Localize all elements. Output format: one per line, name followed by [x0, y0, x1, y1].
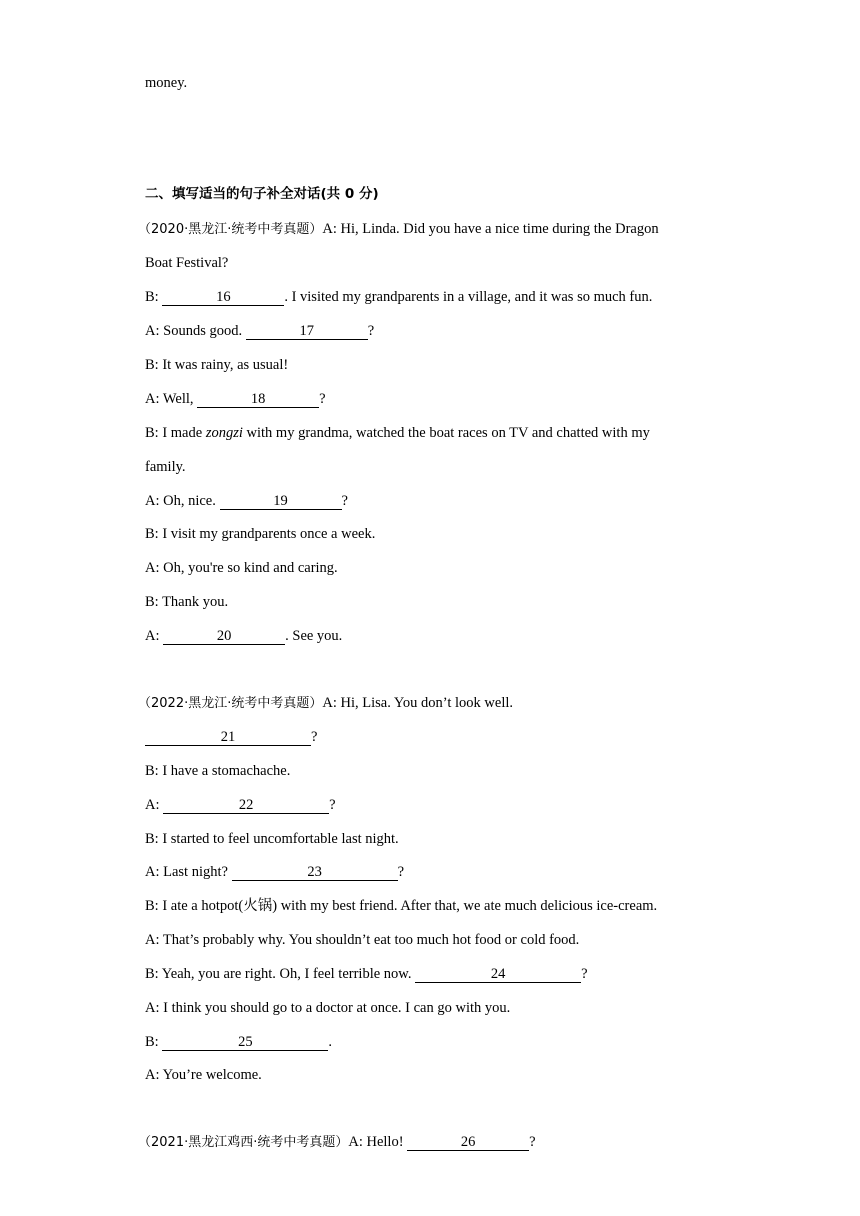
punct: ? — [397, 864, 405, 880]
dialog1-line7 — [145, 492, 348, 510]
answer-blank-22[interactable]: 22 — [163, 798, 329, 814]
dialog1-line6 — [145, 424, 650, 442]
punct: ? — [311, 729, 318, 745]
dialog2-line3: B: I have a stomachache. — [145, 763, 291, 779]
answer-blank-20[interactable]: 20 — [163, 629, 285, 645]
dialog1-line6b: family. — [145, 459, 186, 475]
dialog2-line8: A: That’s probably why. You shouldn’t eat too much hot food or cold food. — [145, 932, 580, 948]
speaker: B: — [145, 1034, 163, 1050]
section-heading: 二、填写适当的句子补全对话(共 0 分) — [145, 186, 379, 202]
dialog-text: A: Hello! — [348, 1134, 408, 1150]
dialog2-line5: B: I started to feel uncomfortable last night. — [145, 831, 399, 847]
punct: ? — [329, 797, 336, 813]
dialog1-line2 — [145, 288, 652, 306]
dialog-text: A: Last night? — [145, 864, 232, 880]
dialog-text: B: I made — [145, 425, 206, 441]
answer-blank-19[interactable]: 19 — [220, 494, 342, 510]
dialog1-line3 — [145, 322, 374, 340]
dialog-text: . See you. — [285, 628, 343, 644]
dialog1-line1 — [138, 220, 659, 239]
dialog-text: with my grandma, watched the boat races on TV and chatted with my — [242, 425, 650, 441]
dialog1-line10: B: Thank you. — [145, 594, 229, 610]
italic-word: zongzi — [205, 425, 243, 441]
punct: ? — [581, 966, 588, 982]
dialog1-line5 — [145, 390, 326, 408]
answer-blank-26[interactable]: 26 — [407, 1135, 529, 1151]
source-tag: （2022·黑龙江·统考中考真题） — [138, 696, 323, 711]
dialog1-line1b: Boat Festival? — [145, 255, 229, 271]
dialog-text: A: Hi, Lisa. You don’t look well. — [322, 695, 514, 711]
dialog1-line11 — [145, 627, 342, 645]
answer-blank-25[interactable]: 25 — [162, 1035, 328, 1051]
dialog2-line6 — [145, 863, 404, 881]
punct: ? — [319, 391, 326, 407]
punct: ? — [367, 323, 375, 339]
source-tag: （2020·黑龙江·统考中考真题） — [138, 222, 323, 237]
answer-blank-23[interactable]: 23 — [232, 865, 398, 881]
dialog1-line9: A: Oh, you're so kind and caring. — [145, 560, 338, 576]
dialog2-line10: A: I think you should go to a doctor at once. I can go with you. — [145, 1000, 511, 1016]
source-tag: （2021·黑龙江鸡西·统考中考真题） — [138, 1135, 349, 1150]
dialog-text: A: Sounds good. — [145, 323, 246, 339]
punct: ? — [529, 1134, 536, 1150]
speaker: A: — [145, 797, 164, 813]
dialog2-line11 — [145, 1033, 332, 1051]
answer-blank-17[interactable]: 17 — [246, 324, 368, 340]
dialog2-line12: A: You’re welcome. — [145, 1067, 262, 1083]
punct: . — [328, 1034, 332, 1050]
dialog-text: A: Well, — [145, 391, 198, 407]
top-fragment: money. — [145, 75, 188, 91]
answer-blank-16[interactable]: 16 — [162, 290, 284, 306]
speaker: B: — [145, 289, 163, 305]
speaker: A: — [145, 628, 164, 644]
dialog-text: B: Yeah, you are right. Oh, I feel terrible now. — [145, 966, 416, 982]
answer-blank-24[interactable]: 24 — [415, 967, 581, 983]
dialog2-line1 — [138, 694, 513, 713]
dialog3-line1 — [138, 1133, 536, 1152]
dialog-text: A: Oh, nice. — [145, 493, 220, 509]
answer-blank-21[interactable]: 21 — [145, 730, 311, 746]
punct: ? — [341, 493, 348, 509]
dialog1-line4: B: It was rainy, as usual! — [145, 357, 289, 373]
dialog2-line2 — [145, 728, 317, 746]
dialog2-line7: B: I ate a hotpot(火锅) with my best friend. After that, we ate much delicious ice-cream. — [145, 898, 658, 914]
dialog2-line9 — [145, 965, 588, 983]
dialog2-line4 — [145, 796, 336, 814]
dialog-text: A: Hi, Linda. Did you have a nice time during the Dragon — [322, 221, 659, 237]
answer-blank-18[interactable]: 18 — [197, 392, 319, 408]
dialog-text: . I visited my grandparents in a village, and it was so much fun. — [284, 289, 653, 305]
dialog1-line8: B: I visit my grandparents once a week. — [145, 526, 376, 542]
